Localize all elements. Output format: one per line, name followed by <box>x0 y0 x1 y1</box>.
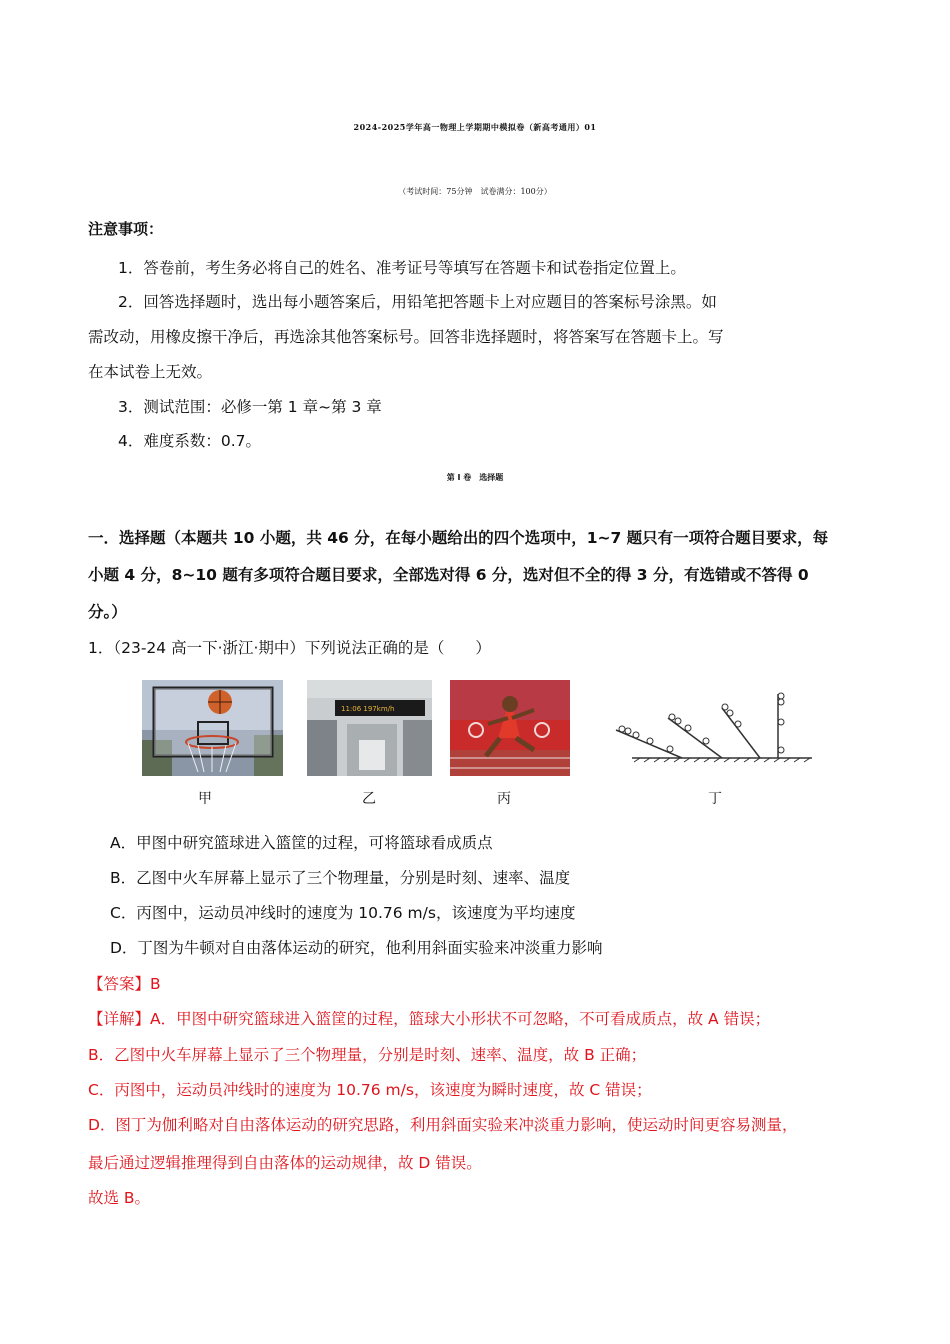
basketball-hoop-photo <box>142 680 283 776</box>
notice-item-2-line-1: 2．回答选择题时，选出每小题答案后，用铅笔把答题卡上对应题目的答案标号涂黑。如 <box>118 293 717 311</box>
notice-item-2-line-3: 在本试卷上无效。 <box>88 363 213 381</box>
train-screen-photo <box>307 680 432 776</box>
explanation-line-3: C．丙图中，运动员冲线时的速度为 10.76 m/s，该速度为瞬时速度，故 C 错误； <box>88 1081 652 1099</box>
explanation-line-1: 【详解】A．甲图中研究篮球进入篮筐的过程，篮球大小形状不可忽略，不可看成质点，故 A 错误； <box>88 1010 771 1028</box>
answer-line: 【答案】B <box>88 975 161 993</box>
option-a: A．甲图中研究篮球进入篮筐的过程，可将篮球看成质点 <box>110 834 493 852</box>
inclined-plane-diagram <box>612 680 812 776</box>
explanation-line-4: D．图丁为伽利略对自由落体运动的研究思路，利用斜面实验来冲淡重力影响，使运动时间更容易测量， <box>88 1116 798 1134</box>
section-title: 第 I 卷 选择题 <box>446 473 504 482</box>
explanation-line-2: B．乙图中火车屏幕上显示了三个物理量，分别是时刻、速率、温度，故 B 正确； <box>88 1046 647 1064</box>
figure-caption-jia: 甲 <box>198 791 212 807</box>
sprinter-photo <box>450 680 570 776</box>
notice-item-4: 4．难度系数：0.7。 <box>118 432 262 450</box>
option-d: D．丁图为牛顿对自由落体运动的研究，他利用斜面实验来冲淡重力影响 <box>110 939 603 957</box>
option-c: C．丙图中，运动员冲线时的速度为 10.76 m/s，该速度为平均速度 <box>110 904 576 922</box>
notice-item-2-line-2: 需改动，用橡皮擦干净后，再选涂其他答案标号。回答非选择题时，将答案写在答题卡上。写 <box>88 328 724 346</box>
explanation-line-6: 故选 B。 <box>88 1189 151 1207</box>
section-intro-line-3: 分。） <box>88 603 127 621</box>
figure-caption-ding: 丁 <box>708 791 722 807</box>
exam-title: 2024-2025学年高一物理上学期期中模拟卷（新高考通用）01 <box>353 122 597 132</box>
exam-subtitle: （考试时间：75分钟 试卷满分：100分） <box>398 187 552 196</box>
notice-heading: 注意事项： <box>88 220 164 238</box>
notice-item-3: 3．测试范围：必修一第 1 章~第 3 章 <box>118 398 382 416</box>
section-intro-line-1: 一．选择题（本题共 10 小题，共 46 分，在每小题给出的四个选项中，1~7 题只有一项符合题目要求，每 <box>88 529 829 547</box>
notice-item-1: 1．答卷前，考生务必将自己的姓名、准考证号等填写在答题卡和试卷指定位置上。 <box>118 259 686 277</box>
explanation-line-5: 最后通过逻辑推理得到自由落体的运动规律，故 D 错误。 <box>88 1154 482 1172</box>
figure-caption-bing: 丙 <box>497 791 511 807</box>
question-1-stem: 1．（23-24 高一下·浙江·期中）下列说法正确的是（ ） <box>88 639 491 657</box>
svg-text:11:06 197km/h: 11:06 197km/h <box>341 705 395 713</box>
question-1-figures <box>142 680 812 810</box>
section-intro-line-2: 小题 4 分，8~10 题有多项符合题目要求，全部选对得 6 分，选对但不全的得 3 分，有选错或不答得 0 <box>88 566 809 584</box>
figure-caption-yi: 乙 <box>362 791 376 807</box>
option-b: B．乙图中火车屏幕上显示了三个物理量，分别是时刻、速率、温度 <box>110 869 571 887</box>
